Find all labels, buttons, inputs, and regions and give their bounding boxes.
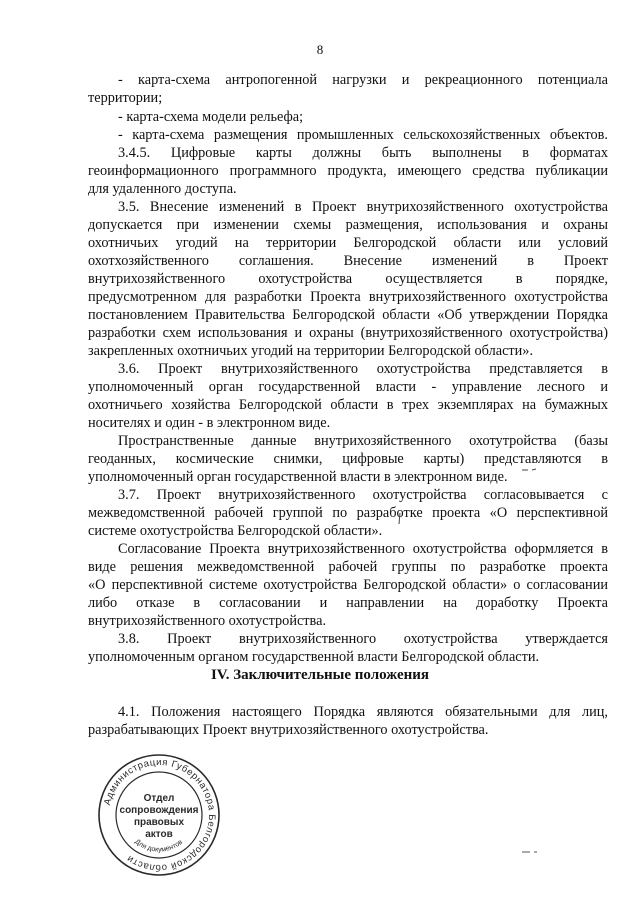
text-line: системе охотустройства Белгородской области». (88, 523, 383, 539)
text-line: предусмотренном для разработки Проекта внутрихозяйственного охотустройства (88, 289, 608, 305)
text-line: охотничьих угодий на территории Белгородской области или условий (88, 235, 608, 251)
text-line: уполномоченный орган государственной власти - управление лесного и (88, 379, 608, 395)
scan-mark (520, 846, 560, 858)
text-line: охотхозяйственного соглашения. Внесение изменений в Проект (88, 253, 608, 269)
text-line: разработки схем использования и охраны (внутрихозяйственного охотустройства) (88, 325, 608, 341)
stamp-line: Отдел (143, 793, 175, 804)
text-line: Пространственные данные внутрихозяйственного охотутройства (базы (118, 433, 608, 449)
text-line: постановлением Правительства Белгородской области «Об утверждении Порядка (88, 307, 608, 323)
text-line: геоинформационного программного продукта, имеющего средства публикации (88, 163, 608, 179)
text-line: охотничьего хозяйства Белгородской области в трех экземплярах на бумажных (88, 397, 608, 413)
text-line: допускается при изменении схемы размещения, использования и охраны (88, 217, 608, 233)
text-line: 3.4.5. Цифровые карты должны быть выполнены в форматах (118, 145, 608, 161)
page-number: 8 (316, 42, 324, 57)
svg-text:Для документов (133, 838, 184, 853)
text-line: «О перспективной системе охотустройства Белгородской области» о согласовании (88, 577, 608, 593)
official-stamp (96, 752, 222, 878)
text-line: - карта-схема модели рельефа; (118, 109, 304, 125)
scan-mark (480, 440, 540, 480)
text-line: - карта-схема антропогенной нагрузки и рекреационного потенциала (118, 72, 608, 88)
text-line: Согласование Проекта внутрихозяйственного охотустройства оформляется в (118, 541, 608, 557)
text-line: - карта-схема размещения промышленных сельскохозяйственных объектов. (118, 127, 608, 143)
stamp-line: сопровождения (119, 805, 199, 816)
scan-mark (395, 512, 405, 526)
text-line: виде решения межведомственной рабочей группы по разработке проекта (88, 559, 608, 575)
text-line: для удаленного доступа. (88, 181, 237, 197)
section-heading: IV. Заключительные положения (210, 667, 430, 683)
stamp-bottom-text: Для документов (133, 838, 185, 854)
text-line: межведомственной рабочей группой по разработке проекта «О перспективной (88, 505, 608, 521)
text-line: 3.5. Внесение изменений в Проект внутрихозяйственного охотустройства (118, 199, 608, 215)
text-line: внутрихозяйственного охотустройства. (88, 613, 327, 629)
text-line: носителях и один - в электронном виде. (88, 415, 331, 431)
stamp-ring-text: Администрация Губернатора Белгородской области (102, 756, 218, 874)
text-line: либо отказе в согласовании и направлении на доработку Проекта (88, 595, 608, 611)
text-line: 3.6. Проект внутрихозяйственного охотустройства представляется в (118, 361, 608, 377)
text-line: геоданных, космические снимки, цифровые карты) представляются в (88, 451, 608, 467)
stamp-line: правовых (133, 817, 185, 828)
text-line: 3.8. Проект внутрихозяйственного охотустройства утверждается (118, 631, 608, 647)
stamp-line: актов (145, 829, 173, 840)
text-line: закрепленных охотничьих угодий на территории Белгородской области». (88, 343, 534, 359)
text-line: территории; (88, 90, 163, 106)
text-line: 3.7. Проект внутрихозяйственного охотустройства согласовывается с (118, 487, 608, 503)
text-line: разрабатывающих Проект внутрихозяйственного охотустройства. (88, 722, 489, 738)
text-line: 4.1. Положения настоящего Порядка являются обязательными для лиц, (118, 704, 608, 720)
text-line: уполномоченный орган государственной власти в электронном виде. (88, 469, 508, 485)
text-line: внутрихозяйственного охотустройства осуществляется в порядке, (88, 271, 608, 287)
text-line: уполномоченным органом государственной власти Белгородской области. (88, 649, 540, 665)
